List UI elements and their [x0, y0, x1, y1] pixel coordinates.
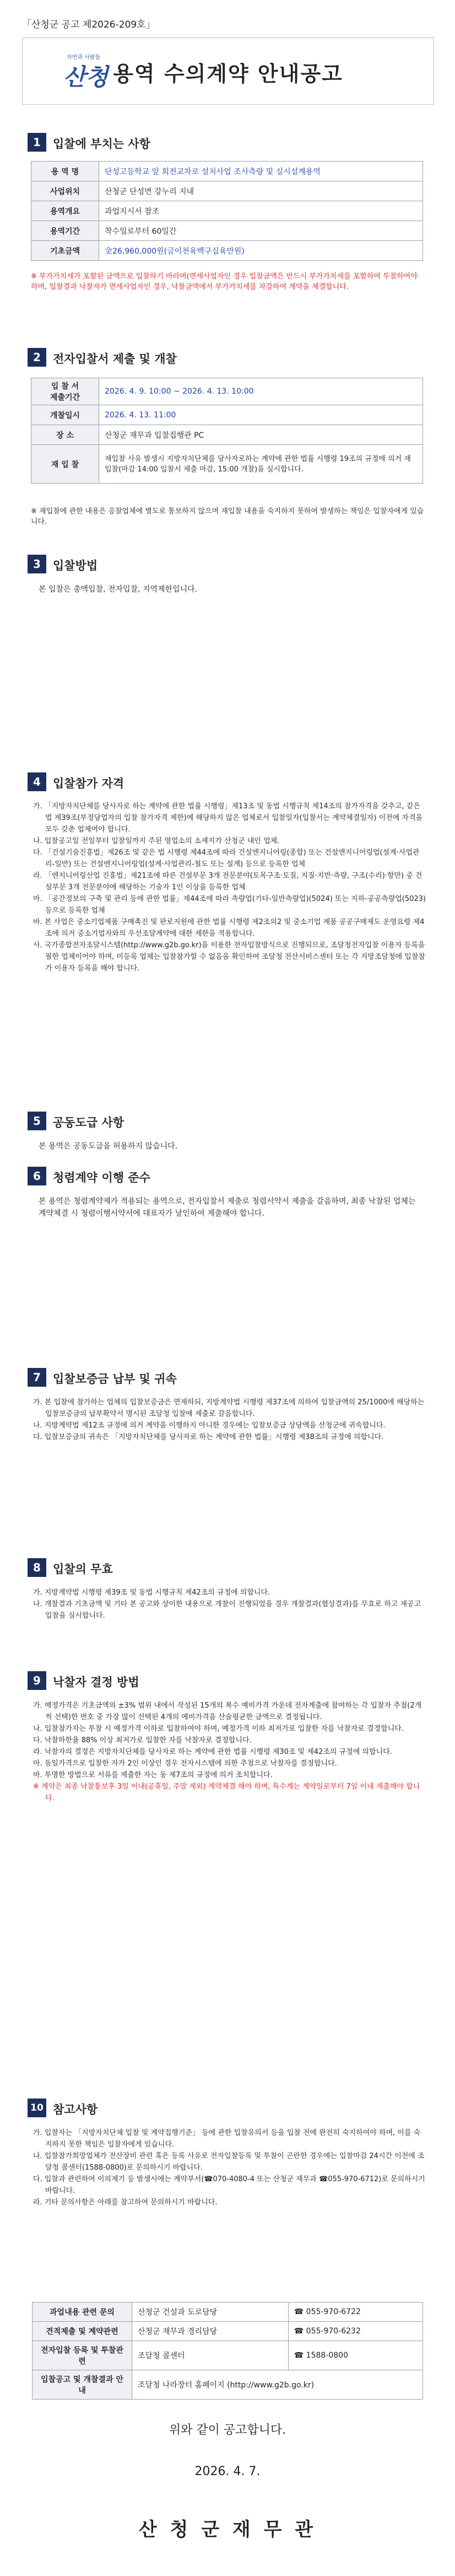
row-value: 재입찰 사유 발생시 지방자치단체를 당사자로하는 계약에 관한 법률 시행령 19조의 규정에 의거 재입찰(마감 14:00 입찰서 제출 마감, 15:00 개찰)을 실시합니다.: [99, 445, 423, 484]
contact-dept: 조달청 콜센터: [132, 2341, 289, 2370]
contact-dept: 조달청 나라장터 홈페이지 (http://www.g2b.go.kr): [138, 2381, 315, 2390]
integrity-contract-text: 본 용역은 청렴계약제가 적용되는 용역으로, 전자입찰서 제출로 청렴서약서 제출을 갈음하며, 최종 낙찰된 업체는 계약체결 시 청렴이행서약서에 대표자가 날인하여 제출해야 합니다.: [39, 1197, 416, 1218]
row-value: 2026. 4. 9. 10:00 ~ 2026. 4. 13. 10:00: [99, 378, 423, 405]
list-item: 다. 입찰과 관련하여 이의제기 등 발생시에는 계약부서(☎070-4080-4 또는 산청군 재무과 ☎055-970-6712)로 문의하시기 바랍니다.: [33, 2175, 425, 2195]
list-item: 나. 입찰참가자는 투찰 시 예정가격 이하로 입찰하여야 하며, 예정가격 이하 최저가로 입찰한 자를 낙찰자로 결정합니다.: [33, 1725, 404, 1733]
vat-note: ※ 부가가치세가 포함된 금액으로 입찰하기 바라며(면세사업자인 경우 입찰금액은 반드시 부가가치세를 포함하여 투찰하여야 하며, 입찰결과 낙찰자가 면세사업자인 경우, 낙찰금액에서 부가가치세를 차감하여 계약을 체결합니다.: [31, 272, 418, 291]
section-number: 5: [28, 1112, 46, 1130]
section-3-header: [22, 551, 187, 577]
section-number: 4: [28, 772, 46, 791]
notice-number: 「산청군 공고 제2026-209호」: [22, 19, 155, 30]
contact-label: 견적제출 및 계약관련: [32, 2322, 132, 2341]
row-label: 기초금액: [31, 241, 99, 261]
notes-list: [33, 2127, 426, 2208]
section-title: 입찰방법: [53, 559, 98, 572]
list-item: 마. 「공간정보의 구축 및 관리 등에 관한 법률」제44조에 따라 측량업(기타-일반측량업)(5024) 또는 지하-공공측량업(5023) 등으로 등록한 업체: [33, 895, 426, 915]
list-item: 라. 「엔지니어링산업 진흥법」제21조에 따른 건설부문 3개 전문분야(토목구조·토질, 지질·지반·측량, 구조(수리)·항만) 중 건설부문 3개 전문분야에 해당하는 기술자 1인 이상을 등록한 업체: [33, 872, 422, 892]
contact-label: 전자입찰 등록 및 투찰관련: [32, 2341, 132, 2370]
section-6-header: [22, 1163, 187, 1189]
row-label: 사업위치: [31, 181, 99, 201]
section-title: 참고사항: [53, 2103, 98, 2116]
row-value: 산청군 단성면 강누리 지내: [99, 181, 423, 201]
section-title: 입찰참가 자격: [53, 777, 124, 790]
deposit-list: [33, 1397, 426, 1443]
bid-method-text: 본 입찰은 총액입찰, 전자입찰, 지역제한입니다.: [39, 585, 198, 594]
row-label: 개찰일시: [31, 405, 99, 425]
list-item: 가. 「지방자치단체를 당사자로 하는 계약에 관한 법률 시행령」제13조 및 동법 시행규칙 제14조의 참가자격을 갖추고, 같은 법 제39조(부정당업자의 입찰 참가자격 제한)에 해당하지 않은 업체로서 입찰일자(입찰서는 계약체결일자) 이전에 자격을 모두 갖춘 업체여야 합니다.: [33, 802, 423, 834]
section-8-header: [22, 1555, 187, 1580]
joint-contract-text: 본 용역은 공동도급을 허용하지 않습니다.: [39, 1142, 178, 1151]
list-item: 다. 낙찰하한율 88% 이상 최저가로 입찰한 자를 낙찰자로 결정합니다.: [33, 1736, 252, 1745]
list-item: 바. 본 사업은 중소기업제품 구매촉진 및 판로지원에 관한 법률 시행령 제2조의2 및 중소기업 제품 공공구매제도 운영요령 제4조에 의거 중소기업자와의 우선조달계약에 대한 제한을 적용합니다.: [33, 918, 425, 938]
section-title: 입찰보증금 납부 및 귀속: [53, 1372, 177, 1386]
section-2-header: [22, 345, 187, 370]
list-item: 라. 낙찰자의 결정은 지방자치단체를 당사자로 하는 계약에 관한 법률 시행령 제30조 및 제42조의 규정에 의합니다.: [33, 1748, 392, 1756]
section-number: 9: [28, 1671, 46, 1690]
section-number: 10: [28, 2099, 46, 2117]
bid-summary-table: [31, 161, 423, 261]
logo-subtitle: 자연과 사람들: [67, 55, 101, 61]
list-item: 가. 예정가격은 기초금액의 ±3% 범위 내에서 작성된 15개의 복수 예비가격 가운데 전자계출에 참여하는 각 입찰자 추첨(2개씩 선택)한 번호 중 가장 많이 선택된 4개의 예비가격을 산술평균한 금액으로 결정됩니다.: [33, 1702, 422, 1721]
contact-label: 입찰공고 및 개찰결과 안내: [32, 2370, 132, 2400]
row-value: 2026. 4. 13. 11:00: [99, 405, 423, 425]
list-item: 가. 본 입찰에 참가하는 업체의 입찰보증금은 면제하되, 지방계약법 시행령 제37조에 의하여 입찰금액의 25/1000에 해당하는 입찰보증금의 납부확약서 명시된 조달청 입찰에 제출로 갈음합니다.: [33, 1398, 425, 1418]
row-label: 용 역 명: [31, 162, 99, 181]
notice-date: 2026. 4. 7.: [194, 2465, 261, 2478]
contact-phone: ☎ 1588-0800: [288, 2341, 422, 2370]
list-item: 라. 기타 문의사항은 아래를 참고하여 문의하시기 바랍니다.: [33, 2198, 218, 2207]
section-9-header: [22, 1668, 187, 1693]
row-value: 착수일로부터 60일간: [99, 221, 423, 241]
contact-label: 과업내용 관련 문의: [32, 2303, 132, 2322]
section-5-header: [22, 1108, 187, 1134]
page-title: 용역 수의계약 안내공고: [113, 62, 343, 86]
section-title: 낙찰자 결정 방법: [53, 1676, 139, 1689]
eligibility-list: [33, 801, 426, 974]
list-item: 나. 지방계약법 제12조 규정에 의거 계약을 이행하지 아니한 경우에는 입찰보증금 상당액을 산청군에 귀속합니다.: [33, 1421, 386, 1430]
list-item: 바. 투명한 방법으로 서류를 제출한 자는 동 제7조의 규정에 의거 조치합니다.: [33, 1771, 273, 1779]
list-item: 나. 입찰공고일 전일부터 입찰일까지 주된 영업소의 소재지가 산청군 내인 업체.: [33, 837, 280, 845]
section-number: 8: [28, 1558, 46, 1577]
row-value: 단성고등학교 앞 회전교차로 설치사업 조사측량 및 실시설계용역: [99, 162, 423, 181]
section-number: 7: [28, 1368, 46, 1387]
issuer-signature: 산 청 군 재 무 관: [138, 2519, 317, 2541]
section-title: 청렴계약 이행 준수: [53, 1171, 150, 1184]
contact-dept: 산청군 재무과 경리담당: [132, 2322, 289, 2341]
section-4-header: [22, 769, 187, 795]
list-item: 다. 「건설기술진흥법」제26조 및 같은 법 시행령 제44조에 따라 건설엔지니어링(종합) 또는 건설엔지니어링업(설계·사업관리-일반) 또는 건설엔지니어링업(설계·사업관리-철도 또는 설계) 등으로 등록한 업체: [33, 849, 420, 868]
row-value: 金26,960,000원(금이천육백구십육만원): [99, 241, 423, 261]
award-method-list: [33, 1700, 426, 1804]
row-value: 과업지시서 참조: [99, 201, 423, 221]
section-title: 입찰의 무효: [53, 1563, 113, 1576]
row-label: 장 소: [31, 425, 99, 445]
row-label: 입 찰 서 제출기간: [31, 378, 99, 405]
row-value: 산청군 재무과 입찰집행관 PC: [99, 425, 423, 445]
section-title: 공동도급 사항: [53, 1116, 124, 1129]
section-10-header: [22, 2095, 187, 2121]
row-label: 용역개요: [31, 201, 99, 221]
section-number: 3: [28, 555, 46, 573]
section-title: 입찰에 부치는 사항: [53, 137, 150, 151]
list-item: 마. 동일가격으로 입찰한 자가 2인 이상인 경우 전자시스템에 의한 추첨으로 낙찰자를 결정합니다.: [33, 1759, 337, 1768]
section-title: 전자입찰서 제출 및 개찰: [53, 352, 177, 366]
closing-text: 위와 같이 공고합니다.: [169, 2423, 286, 2437]
row-label: 용역기간: [31, 221, 99, 241]
list-item: 나. 개찰결과 기초금액 및 기타 본 공고와 상이한 내용으로 개찰이 진행되었을 경우 개찰결과(협상결과)를 무효로 하고 재공고 입찰을 실시합니다.: [33, 1600, 421, 1620]
contact-dept: 산청군 건설과 도로담당: [132, 2303, 289, 2322]
contact-phone: ☎ 055-970-6232: [288, 2322, 422, 2341]
list-item: ※ 계약은 최종 낙찰통보후 3일 이내(공휴일, 주말 제외) 계약체결 해야 하며, 특수계는 계약일로부터 7일 이내 제출해야 합니다.: [33, 1783, 420, 1802]
title-banner: [22, 37, 434, 105]
section-number: 1: [28, 133, 46, 152]
contact-link[interactable]: [132, 2370, 423, 2400]
section-1-header: [22, 130, 187, 155]
invalid-bid-list: [33, 1587, 426, 1622]
logo-text: 산청: [63, 63, 109, 90]
list-item: 나. 입찰참가희망업체가 전산장비 관련 혹은 등록 사유로 전자입찰등록 및 투찰이 곤란한 경우에는 입찰마감 24시간 이전에 조달청 콜센터(1588-0800)로 문의하시기 바랍니다.: [33, 2152, 425, 2172]
list-item: 가. 지방계약법 시행령 제39조 및 동법 시행규칙 제42조의 규정에 의합니다.: [33, 1588, 270, 1597]
section-7-header: [22, 1365, 187, 1390]
list-item: 가. 입찰자는 「지방자치단체 입찰 및 계약집행기준」 등에 관한 입찰유의서 등을 입찰 전에 완전히 숙지하여야 하며, 이를 숙지하지 못한 책임은 입찰자에게 있습니다.: [33, 2129, 421, 2149]
list-item: 다. 입찰보증금의 귀속은 「지방자치단체를 당사자로 하는 계약에 관한 법률」시행령 제38조의 규정에 의합니다.: [33, 1433, 384, 1441]
rebid-note: ※ 재입찰에 관한 내용은 응찰업체에 별도로 통보하지 않으며 재입찰 내용을 숙지하지 못하여 발생하는 책임은 입찰자에게 있습니다.: [31, 507, 424, 526]
contact-phone: ☎ 055-970-6722: [288, 2303, 422, 2322]
contact-table: [32, 2302, 423, 2400]
section-number: 2: [28, 348, 46, 367]
section-number: 6: [28, 1167, 46, 1185]
list-item: 사. 국가종합전자조달시스템(http://www.g2b.go.kr)을 이용한 전자입찰방식으로 진행되므로, 조달청전자입찰 이용자 등록을 필한 업체이어야 하며, 미등록 업체는 입찰참가할 수 없음을 확인하여 조달청 전산서비스센터 또는 각 지방조달청에 입찰참가 이용자 등록을 해야 합니다.: [33, 941, 425, 973]
row-label: 재 입 찰: [31, 445, 99, 484]
bid-schedule-table: [31, 378, 423, 484]
